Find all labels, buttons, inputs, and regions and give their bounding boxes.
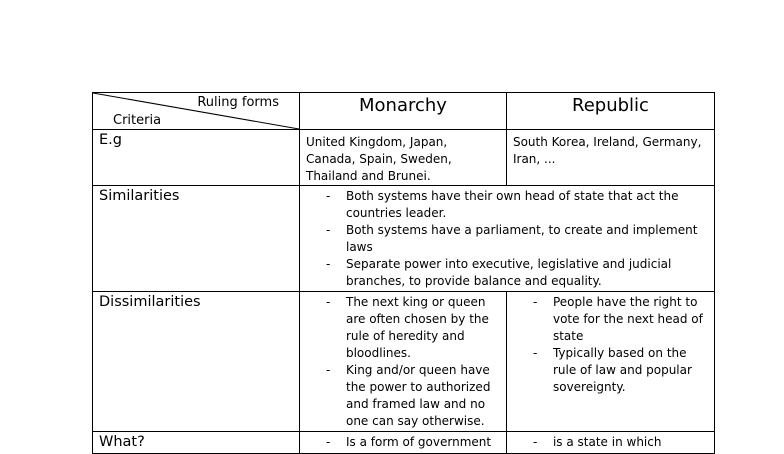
row-label-dissimilarities: Dissimilarities <box>93 292 300 432</box>
eg-republic-cell: South Korea, Ireland, Germany, Iran, ... <box>506 130 714 186</box>
list-item: - Typically based on the rule of law and popular sovereignty. <box>507 345 706 396</box>
row-label-what: What? <box>93 432 300 454</box>
list-item: - Both systems have a parliament, to create and implement laws <box>300 222 706 256</box>
corner-cell <box>93 93 300 130</box>
corner-top-label: Ruling forms <box>197 95 279 110</box>
similarities-list <box>300 186 714 290</box>
list-item: - is a state in which <box>507 434 706 451</box>
table-row-eg <box>93 130 715 186</box>
corner-bottom-label: Criteria <box>113 113 162 128</box>
row-label-eg: E.g <box>93 130 300 186</box>
similarities-cell <box>299 186 714 292</box>
list-item: - Both systems have their own head of state that act the countries leader. <box>300 188 706 222</box>
dissimilarities-republic-list <box>507 292 714 396</box>
what-monarchy-cell <box>299 432 506 454</box>
list-item: - People have the right to vote for the next head of state <box>507 294 706 345</box>
eg-monarchy-cell: United Kingdom, Japan, Canada, Spain, Sweden, Thailand and Brunei. <box>299 130 506 186</box>
list-item: - Is a form of government <box>300 434 498 451</box>
header-republic: Republic <box>506 93 714 130</box>
what-republic-cell <box>506 432 714 454</box>
header-row <box>93 93 715 130</box>
list-item: - King and/or queen have the power to authorized and framed law and no one can say otherwise. <box>300 362 498 430</box>
dissimilarities-republic-cell <box>506 292 714 432</box>
row-label-similarities: Similarities <box>93 186 300 292</box>
table-row-dissimilarities <box>93 292 715 432</box>
what-republic-list <box>507 432 714 451</box>
list-item: - Separate power into executive, legislative and judicial branches, to provide balance and equality. <box>300 256 706 290</box>
dissimilarities-monarchy-cell <box>299 292 506 432</box>
table-row-similarities <box>93 186 715 292</box>
comparison-table <box>92 92 715 454</box>
table-row-what <box>93 432 715 454</box>
what-monarchy-list <box>300 432 506 451</box>
list-item: - The next king or queen are often chosen by the rule of heredity and bloodlines. <box>300 294 498 362</box>
header-monarchy: Monarchy <box>299 93 506 130</box>
dissimilarities-monarchy-list <box>300 292 506 430</box>
